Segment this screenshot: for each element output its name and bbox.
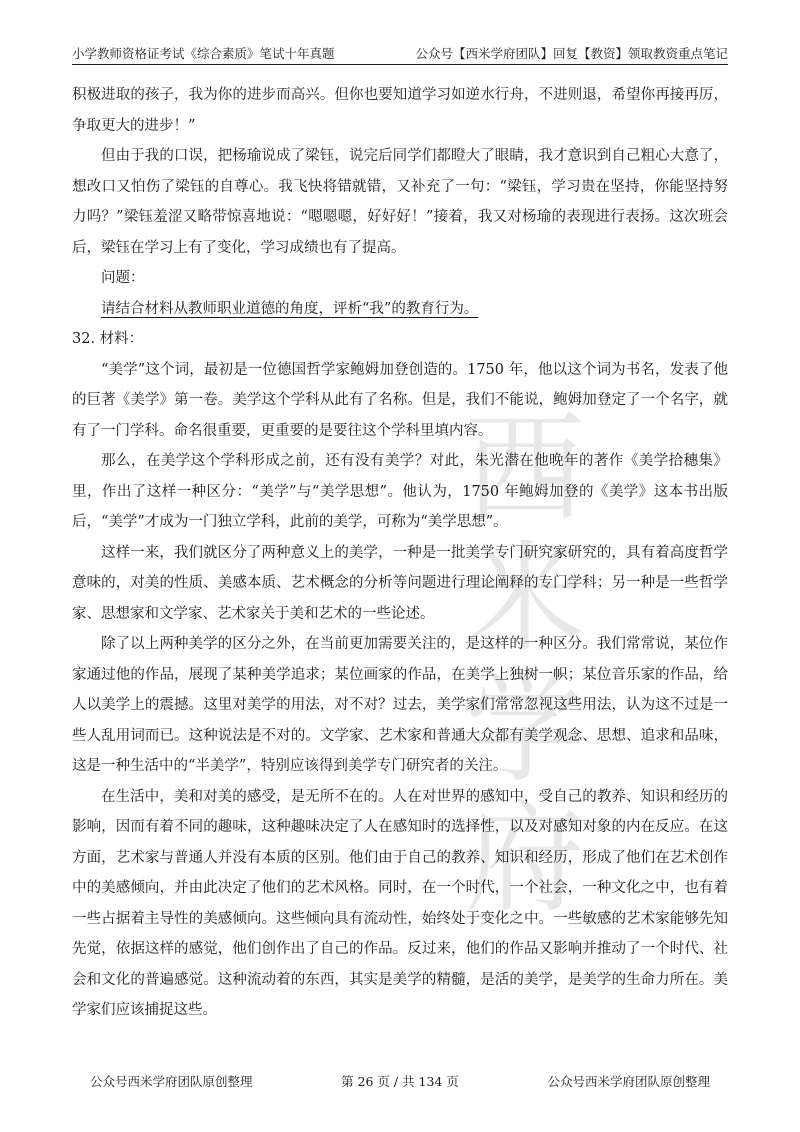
item-32-label: 32. 材料： xyxy=(72,331,144,347)
header-right-note: 公众号【西米学府团队】回复【教资】领取教资重点笔记 xyxy=(415,46,728,61)
footer-left: 公众号西米学府团队原创整理 xyxy=(90,1074,253,1089)
page-number: 第 26 页 / 共 134 页 xyxy=(341,1074,459,1089)
page-header xyxy=(72,42,728,65)
material-paragraph-5: 在生活中，美和对美的感受，是无所不在的。人在对世界的感知中，受自己的教养、知识和经历的影响，因而有着不同的趣味，这种趣味决定了人在感知时的选择性，以及对感知对象的内在反应。在这方面，艺术家与普通人并没有本质的区别。他们由于自己的教养、知识和经历，形成了他们在艺术创作中的美感倾向，并由此决定了他们的艺术风格。同时，在一个时代，一个社会，一种文化之中，也有着一些占据着主导性的美感倾向。这些倾向具有流动性，始终处于变化之中。一些敏感的艺术家能够先知先觉，依据这样的感觉，他们创作出了自己的作品。反过来，他们的作品又影响并推动了一个时代、社会和文化的普遍感觉。这种流动着的东西，其实是美学的精髓，是活的美学，是美学的生命力所在。美学家们应该捕捉这些。 xyxy=(72,788,728,1018)
question-prompt-text: 请结合材料从教师职业道德的角度，评析“我”的教育行为。 xyxy=(101,300,479,317)
page-footer xyxy=(90,1072,710,1092)
document-body xyxy=(72,80,728,1026)
material-paragraph-2: 那么，在美学这个学科形成之前，还有没有美学？对此，朱光潜在他晚年的著作《美学拾穗集》里，作出了这样一种区分：“美学”与“美学思想”。他认为，1750 年鲍姆加登的《美学》这本书出版后，“美学”才成为一门独立学科，此前的美学，可称为“美学思想”。 xyxy=(72,453,728,530)
watermark-line2: 学府 xyxy=(465,660,585,929)
material-paragraph-4: 除了以上两种美学的区分之外，在当前更加需要关注的，是这样的一种区分。我们常常说，某位作家通过他的作品，展现了某种美学追求；某位画家的作品，在美学上独树一帜；某位音乐家的作品，给人以美学上的震撼。这里对美学的用法，对不对？过去，美学家们常常忽视这些用法，认为这不过是一些人乱用词而已。这种说法是不对的。文学家、艺术家和普通大众都有美学观念、思想、追求和品味，这是一种生活中的“半美学”，特别应该得到美学专门研究者的关注。 xyxy=(72,636,728,774)
question-prompt xyxy=(72,294,728,325)
header-left-title: 小学教师资格证考试《综合素质》笔试十年真题 xyxy=(72,46,335,61)
footer-right: 公众号西米学府团队原创整理 xyxy=(547,1074,710,1089)
question-label: 问题： xyxy=(101,270,145,286)
material-paragraph-3: 这样一来，我们就区分了两种意义上的美学，一种是一批美学专门研究家研究的，具有着高度哲学意味的，对美的性质、美感本质、艺术概念的分析等问题进行理论阐释的专门学科；另一种是一些哲学家、思想家和文学家、艺术家关于美和艺术的一些论述。 xyxy=(72,544,728,622)
paragraph-continuation: 积极进取的孩子，我为你的进步而高兴。但你也要知道学习如逆水行舟，不进则退，希望你再接再厉，争取更大的进步！” xyxy=(72,87,728,134)
material-paragraph-1: “美学”这个词，最初是一位德国哲学家鲍姆加登创造的。1750 年，他以这个词为书名，发表了他的巨著《美学》第一卷。美学这个学科从此有了名称。但是，我们不能说，鲍姆加登定了一个名字，就有了一门学科。命名很重要，更重要的是要往这个学科里填内容。 xyxy=(72,361,728,439)
paragraph-story: 但由于我的口误，把杨瑜说成了梁钰，说完后同学们都瞪大了眼睛，我才意识到自己粗心大意了，想改口又怕伤了梁钰的自尊心。我飞快将错就错，又补充了一句：“梁钰，学习贵在坚持，你能坚持努力吗？”梁钰羞涩又略带惊喜地说：“嗯嗯嗯，好好好！”接着，我又对杨瑜的表现进行表扬。这次班会后，梁钰在学习上有了变化，学习成绩也有了提高。 xyxy=(72,148,728,256)
watermark-line1: 西米 xyxy=(465,400,585,669)
